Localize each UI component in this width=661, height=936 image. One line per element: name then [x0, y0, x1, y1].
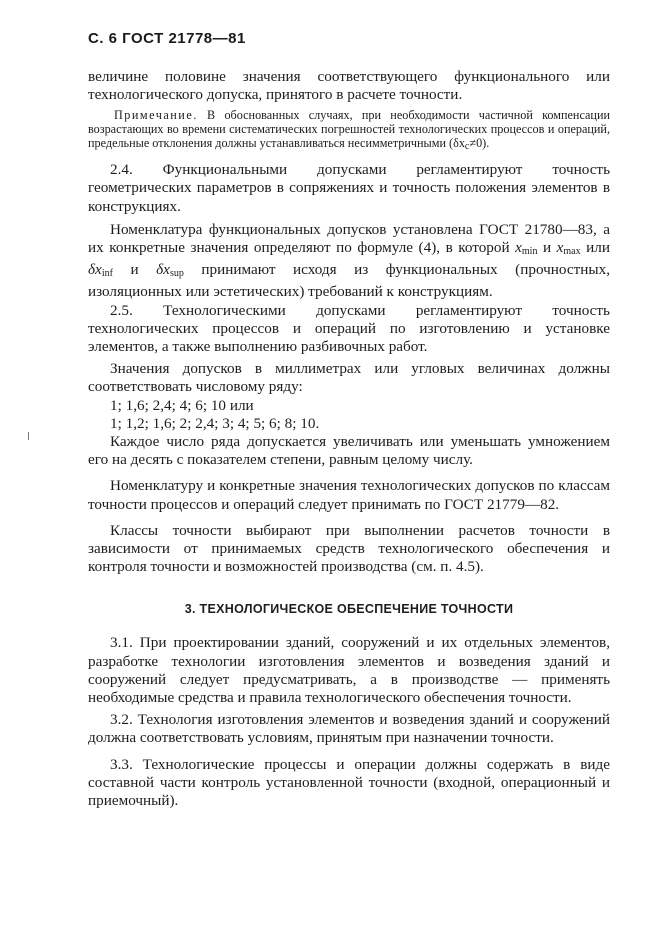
note-text: В обоснованных случаях, при необходимости частичной компенсации возрастающих во времени систематических погрешностей технологических процессов и операций, предельные отклонения должны устанавливаться несимметричными (δx	[88, 108, 610, 150]
nomenclature-text-b: принимают исходя из функциональных (прочностных, изоляционных или эстетических) требований к конструкциям.	[88, 261, 610, 301]
paragraph-nomenclature-technological: Номенклатуру и конкретные значения технологических допусков по классам точности процессов и операций следует принимать по ГОСТ 21779—82.	[88, 477, 610, 513]
paragraph-continuation: величине половине значения соответствующего функционального или технологического допуска, принятого в расчете точности.	[88, 68, 610, 104]
paragraph-3-1: 3.1. При проектировании зданий, сооружений и их отдельных элементов, разработке технологии изготовления элементов и возведения зданий и сооружений следует предусматривать, а в производстве — применять необходимые средства и правила технологического обеспечения точности.	[88, 634, 610, 707]
document-body	[88, 68, 610, 810]
margin-mark	[28, 432, 29, 440]
page-header: С. 6 ГОСТ 21778—81	[88, 30, 246, 47]
paragraph-values: Значения допусков в миллиметрах или угловых величинах должны соответствовать числовому ряду:	[88, 360, 610, 396]
subscript-inf: inf	[101, 268, 113, 280]
paragraph-2-5: 2.5. Технологическими допусками регламентируют точность технологических процессов и операций по изготовлению и установке элементов, а также выполнению разбивочных работ.	[88, 301, 610, 356]
number-series	[88, 397, 610, 433]
note-label: Примечание.	[114, 108, 198, 123]
series-line-1: 1; 1,6; 2,4; 4; 6; 10 или	[110, 396, 254, 414]
paragraph-2-4: 2.4. Функциональными допусками регламентируют точность геометрических параметров в сопряжениях и точность положения элементов в конструкциях.	[88, 161, 610, 215]
conj-or: или	[580, 239, 610, 256]
nomenclature-text-a: Номенклатура функциональных допусков установлена ГОСТ 21780—83, а их конкретные значения определяют по формуле (4), в которой	[88, 220, 610, 256]
symbol-x-max: x	[556, 239, 564, 256]
symbol-x-min: x	[515, 239, 522, 256]
symbol-dx-sup: δx	[156, 261, 170, 279]
note-end: ≠0).	[469, 135, 490, 150]
paragraph-3-3: 3.3. Технологические процессы и операции должны содержать в виде составной части контроль установленной точности (входной, операционный и приемочный).	[88, 755, 610, 810]
paragraph-each-number: Каждое число ряда допускается увеличивать или уменьшать умножением его на десять с показателем степени, равным целому числу.	[88, 433, 610, 469]
conj-and-1: и	[537, 239, 557, 256]
subscript-min: min	[521, 246, 538, 257]
note-paragraph	[88, 109, 610, 153]
paragraph-nomenclature-functional	[88, 221, 610, 302]
subscript-max: max	[563, 246, 581, 257]
paragraph-3-2: 3.2. Технология изготовления элементов и возведения зданий и сооружений должна соответствовать условиям, принятым при назначении точности.	[88, 711, 610, 747]
paragraph-accuracy-classes: Классы точности выбирают при выполнении расчетов точности в зависимости от принимаемых средств технологического обеспечения и контроля точности и возможностей производства (см. п. 4.5).	[88, 521, 610, 576]
symbol-dx-inf: δx	[88, 261, 102, 279]
note-subscript: c	[464, 140, 470, 152]
conj-and-2: и	[112, 261, 157, 279]
subscript-sup: sup	[169, 268, 184, 280]
section-3-title: 3. ТЕХНОЛОГИЧЕСКОЕ ОБЕСПЕЧЕНИЕ ТОЧНОСТИ	[184, 602, 514, 617]
series-line-2: 1; 1,2; 1,6; 2; 2,4; 3; 4; 5; 6; 8; 10.	[110, 414, 320, 432]
